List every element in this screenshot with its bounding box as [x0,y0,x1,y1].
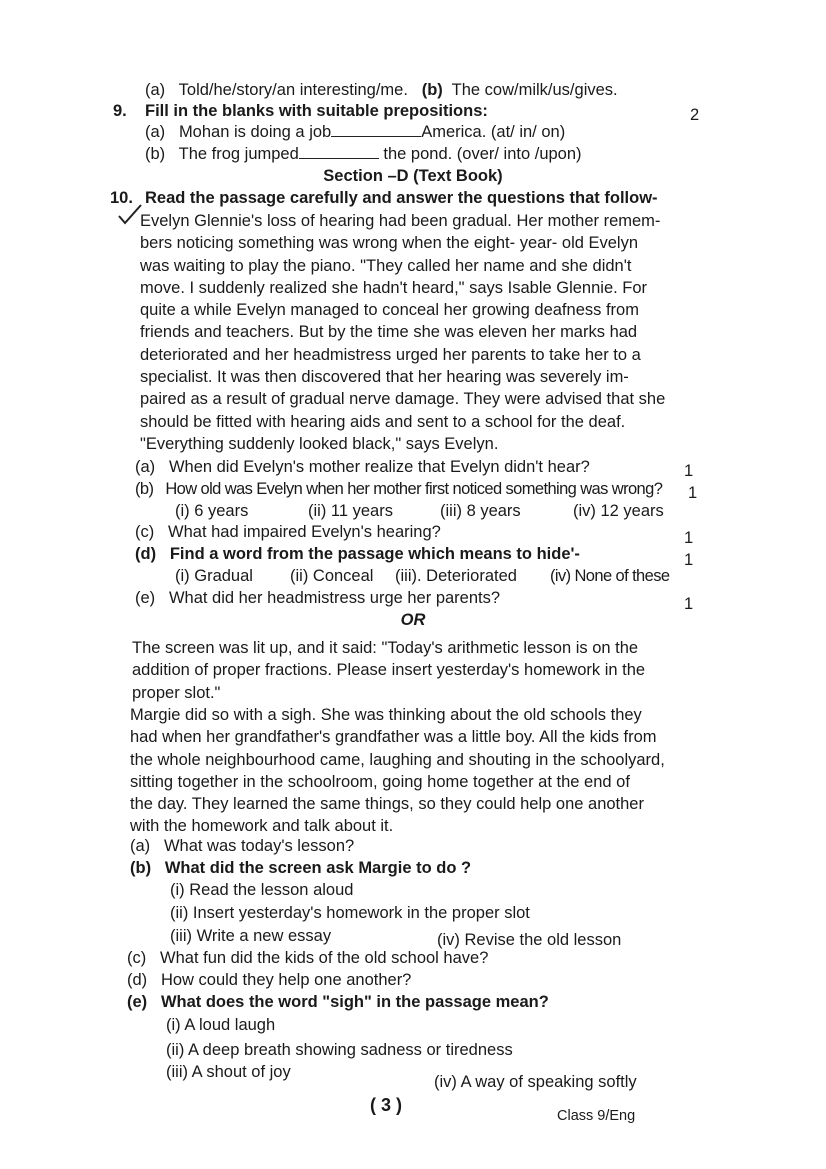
passage-line: the day. They learned the same things, so they could help one another [130,795,644,814]
q10-d-marks: 1 [684,551,694,569]
question-text: How old was Evelyn when her mother first noticed something was wrong? [165,480,663,498]
q10-question-a [135,457,590,478]
question-text: What did her headmistress urge her parents? [168,589,501,607]
section-heading: Section –D (Text Book) [323,167,503,185]
passage-line: paired as a result of gradual nerve damage. They were advised that she [140,390,666,409]
class-label: Class 9/Eng [557,1108,636,1124]
q10-b-marks: 1 [688,484,698,502]
q10-b-option: (iii) 8 years [440,502,521,520]
alt-passage-1 [132,637,694,704]
question-label: (d) [135,545,157,563]
q10-b-option: (ii) 11 years [308,502,393,520]
item-text: The cow/milk/us/gives. [451,81,618,99]
q10-d-option: (i) Gradual [175,567,253,585]
q10-c-marks: 1 [684,529,694,547]
q10-question-d [135,544,580,565]
item-text: Mohan is doing a job [178,123,332,141]
passage-line: the whole neighbourhood came, laughing and shouting in the schoolyard, [130,750,665,769]
blank-line [299,158,379,159]
or-label: OR [400,611,426,629]
q9-marks: 2 [690,106,700,124]
item-label: (a) [145,81,166,99]
question-text: What had impaired Evelyn's hearing? [168,523,441,541]
item-text: The frog jumped [178,145,299,163]
q9-item-b [145,144,582,165]
q10-heading: Read the passage carefully and answer the questions that follow- [145,189,658,207]
alt-e-option: (iv) A way of speaking softly [434,1073,637,1091]
question-label: (c) [135,523,155,541]
question-label: (a) [130,837,151,855]
passage-line: quite a while Evelyn managed to conceal her growing deafness from [140,301,639,320]
passage-line: move. I suddenly realized she hadn't heard," says Isable Glennie. For [140,278,648,297]
item-text: the pond. (over/ into /upon) [383,145,582,163]
item-label: (b) [145,145,166,163]
item-text: Told/he/story/an interesting/me. [178,81,408,99]
q10-question-c [135,522,441,543]
alt-question-b [130,858,471,879]
question-text: What does the word "sigh" in the passage mean? [160,993,549,1011]
item-label: (a) [145,123,166,141]
passage-line: sitting together in the schoolroom, going home together at the end of [130,772,630,791]
alt-question-a [130,836,354,857]
q8-item-a [145,80,618,101]
alt-b-option: (iii) Write a new essay [170,927,332,945]
passage-line: bers noticing something was wrong when the eight- year- old Evelyn [140,234,639,253]
passage-line: Evelyn Glennie's loss of hearing had been gradual. Her mother remem- [140,212,661,230]
q10-a-marks: 1 [684,462,694,480]
passage-line: specialist. It was then discovered that her hearing was severely im- [140,368,629,387]
q9-number: 9. [113,102,127,120]
question-label: (d) [127,971,148,989]
question-label: (a) [135,458,156,476]
question-label: (b) [130,859,152,877]
q10-number: 10. [110,189,133,207]
page-number: ( 3 ) [370,1095,403,1115]
q10-b-option: (i) 6 years [175,502,249,520]
q10-d-option: (iv) None of these [550,567,670,585]
alt-b-option: (iv) Revise the old lesson [437,931,622,949]
alt-e-option: (i) A loud laugh [166,1016,276,1034]
alt-question-d [127,970,411,991]
question-label: (e) [127,993,148,1011]
passage-line: "Everything suddenly looked black," says Evelyn. [140,434,499,453]
q10-passage [140,210,698,455]
alt-passage-2 [130,704,694,838]
q10-question-e [135,588,500,609]
alt-b-option: (i) Read the lesson aloud [170,881,354,899]
question-text: When did Evelyn's mother realize that Evelyn didn't hear? [168,458,590,476]
q10-b-option: (iv) 12 years [573,502,664,520]
q9-item-a [145,122,565,143]
question-label: (c) [127,949,147,967]
question-text: What fun did the kids of the old school have? [160,949,489,967]
q10-question-b [135,479,662,500]
passage-line: Margie did so with a sigh. She was thinking about the old schools they [130,706,642,724]
q10-d-option: (ii) Conceal [290,567,374,585]
passage-line: should be fitted with hearing aids and sent to a school for the deaf. [140,412,626,431]
question-label: (b) [135,480,154,498]
question-text: What was today's lesson? [163,837,355,855]
passage-line: was waiting to play the piano. "They called her name and she didn't [140,256,632,275]
question-label: (e) [135,589,156,607]
passage-line: addition of proper fractions. Please insert yesterday's homework in the [132,661,646,680]
question-text: How could they help one another? [160,971,412,989]
alt-question-e [127,992,549,1013]
passage-line: deteriorated and her headmistress urged her parents to take her to a [140,345,641,364]
passage-line: friends and teachers. But by the time she was eleven her marks had [140,323,638,342]
q10-e-marks: 1 [684,595,694,613]
question-text: Find a word from the passage which means to hide'- [169,545,580,563]
passage-line: proper slot." [132,683,221,702]
alt-e-option: (iii) A shout of joy [166,1063,291,1081]
passage-line: with the homework and talk about it. [130,817,394,836]
item-label: (b) [421,81,443,99]
alt-e-option: (ii) A deep breath showing sadness or tiredness [166,1041,513,1059]
item-text: America. (at/ in/ on) [421,123,566,141]
blank-line [331,136,421,137]
passage-line: The screen was lit up, and it said: "Today's arithmetic lesson is on the [132,639,639,657]
question-text: What did the screen ask Margie to do ? [164,859,472,877]
q9-heading: Fill in the blanks with suitable prepositions: [145,102,488,120]
alt-question-c [127,948,488,969]
alt-b-option: (ii) Insert yesterday's homework in the proper slot [170,904,530,922]
passage-line: had when her grandfather's grandfather was a little boy. All the kids from [130,728,657,747]
q10-d-option: (iii). Deteriorated [395,567,517,585]
